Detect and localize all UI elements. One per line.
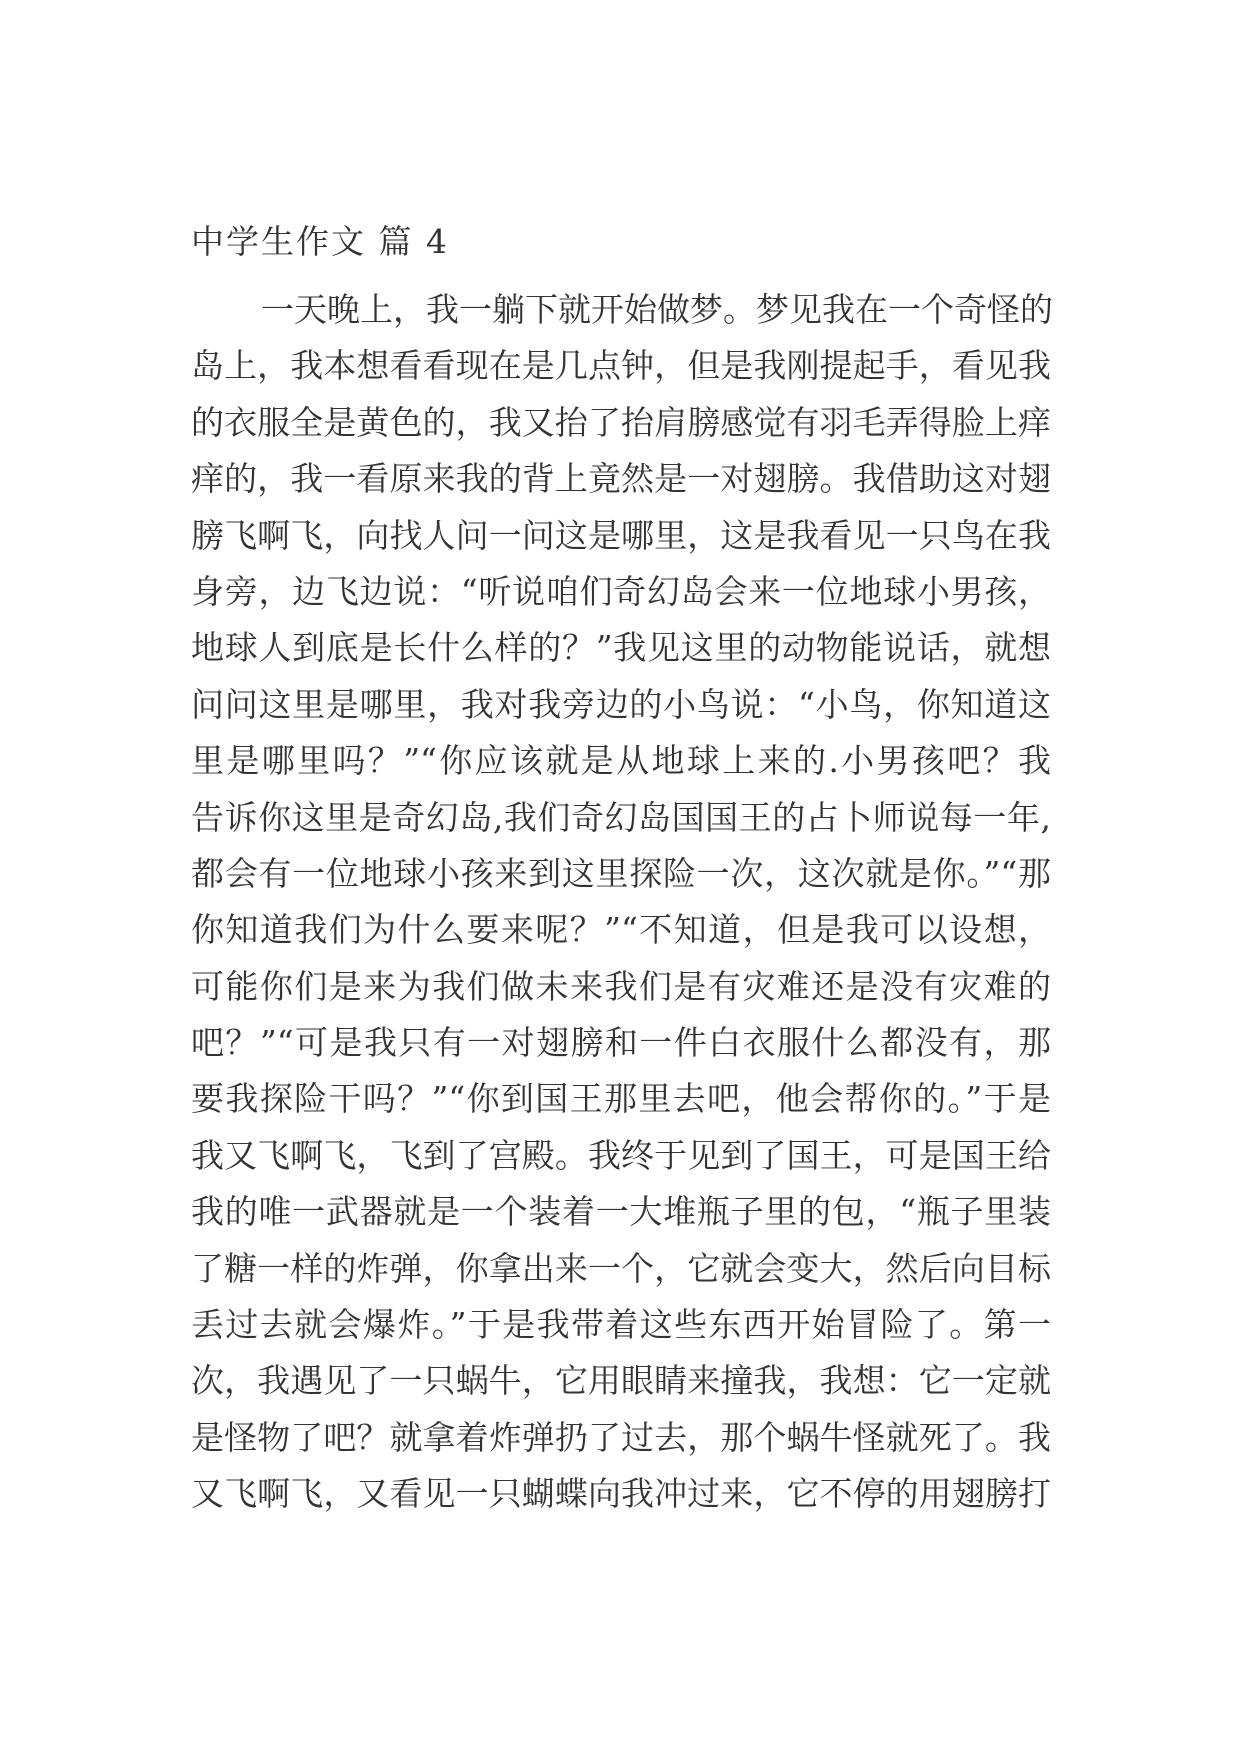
paragraph-line: 痒的，我一看原来我的背上竟然是一对翅膀。我借助这对翅 <box>191 459 1051 499</box>
paragraph-line: 了糖一样的炸弹，你拿出来一个，它就会变大，然后向目标 <box>191 1248 1051 1288</box>
paragraph-line: 一天晚上，我一躺下就开始做梦。梦见我在一个奇怪的 <box>261 290 1053 329</box>
paragraph-line: 都会有一位地球小孩来到这里探险一次，这次就是你。”“那 <box>191 853 1051 893</box>
essay-title: 中学生作文 篇 4 <box>191 222 449 261</box>
paragraph-line: 是怪物了吧？就拿着炸弹扔了过去，那个蜗牛怪就死了。我 <box>191 1417 1051 1457</box>
paragraph-line: 膀飞啊飞，向找人问一问这是哪里，这是我看见一只鸟在我 <box>191 515 1051 555</box>
paragraph-line: 要我探险干吗？”“你到国王那里去吧，他会帮你的。”于是 <box>191 1079 1051 1119</box>
paragraph-line: 我的唯一武器就是一个装着一大堆瓶子里的包，“瓶子里装 <box>191 1192 1051 1232</box>
paragraph-line: 地球人到底是长什么样的？”我见这里的动物能说话，就想 <box>191 628 1051 668</box>
paragraph-line: 吧？”“可是我只有一对翅膀和一件白衣服什么都没有，那 <box>191 1023 1051 1063</box>
paragraph-line: 岛上，我本想看看现在是几点钟，但是我刚提起手，看见我 <box>191 346 1051 386</box>
essay-body <box>191 282 1051 1523</box>
paragraph-line: 告诉你这里是奇幻岛,我们奇幻岛国国王的占卜师说每一年, <box>191 797 1051 837</box>
paragraph-line: 里是哪里吗？”“你应该就是从地球上来的.小男孩吧？我 <box>191 741 1051 781</box>
paragraph-line: 丢过去就会爆炸。”于是我带着这些东西开始冒险了。第一 <box>191 1305 1051 1345</box>
paragraph-line: 又飞啊飞，又看见一只蝴蝶向我冲过来，它不停的用翅膀打 <box>191 1474 1051 1514</box>
paragraph-line: 的衣服全是黄色的，我又抬了抬肩膀感觉有羽毛弄得脸上痒 <box>191 402 1051 442</box>
paragraph-line: 可能你们是来为我们做未来我们是有灾难还是没有灾难的 <box>191 966 1051 1006</box>
paragraph-line: 问问这里是哪里，我对我旁边的小鸟说：“小鸟，你知道这 <box>191 684 1051 724</box>
paragraph-line: 身旁，边飞边说：“听说咱们奇幻岛会来一位地球小男孩， <box>191 571 1051 611</box>
paragraph-line: 你知道我们为什么要来呢？”“不知道，但是我可以设想， <box>191 910 1051 950</box>
paragraph-line: 我又飞啊飞，飞到了宫殿。我终于见到了国王，可是国王给 <box>191 1135 1051 1175</box>
paragraph-line: 次，我遇见了一只蜗牛，它用眼睛来撞我，我想：它一定就 <box>191 1361 1051 1401</box>
